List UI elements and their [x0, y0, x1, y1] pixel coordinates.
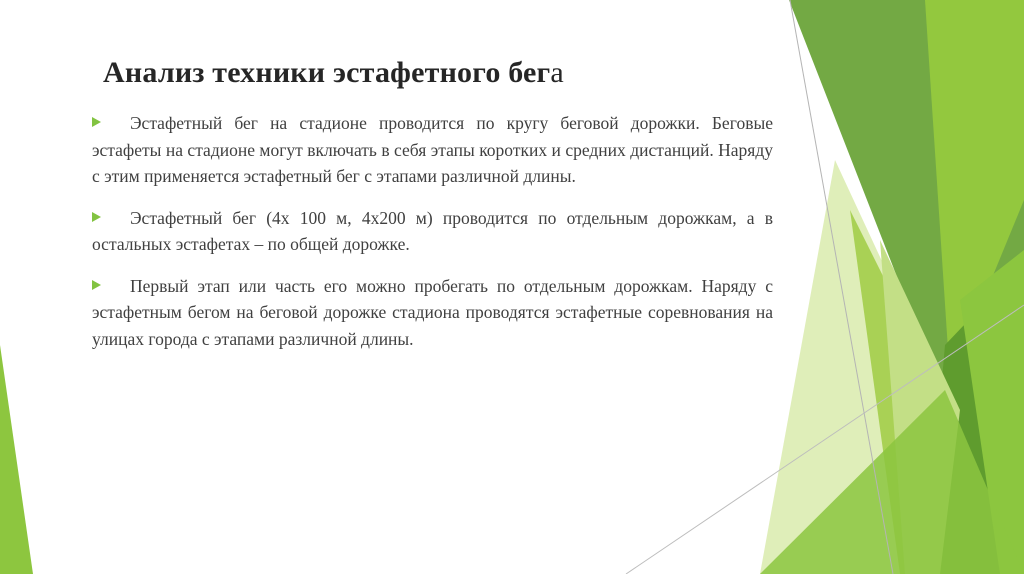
bullet-item	[92, 273, 773, 353]
bullet-text: Эстафетный бег на стадионе проводится по кругу беговой дорожки. Беговые эстафеты на стадионе могут включать в себя этапы коротких и средних дистанций. Наряду с этим применяется эстафетный бег с этапами различной длины.	[92, 113, 773, 186]
bullet-item	[92, 110, 773, 190]
left-green-shape	[0, 345, 33, 574]
bullet-list	[92, 110, 773, 367]
bullet-text: Первый этап или часть его можно пробегать по отдельным дорожкам. Наряду с эстафетным бегом на беговой дорожке стадиона проводятся эстафетные соревнования на улицах города с этапами различной длины.	[92, 275, 773, 349]
triangle-bullet-icon	[92, 117, 101, 127]
triangle-bullet-icon	[92, 280, 101, 290]
triangle-bullet-icon	[92, 212, 101, 222]
bullet-item	[92, 205, 773, 258]
slide-title-main: Анализ техники эстафетного бег	[103, 56, 551, 89]
bullet-text: Эстафетный бег (4х 100 м, 4х200 м) проводится по отдельным дорожкам, а в остальных эстафетах – по общей дорожке.	[92, 207, 773, 254]
slide-title	[103, 56, 564, 90]
slide-title-tail: а	[550, 56, 564, 89]
